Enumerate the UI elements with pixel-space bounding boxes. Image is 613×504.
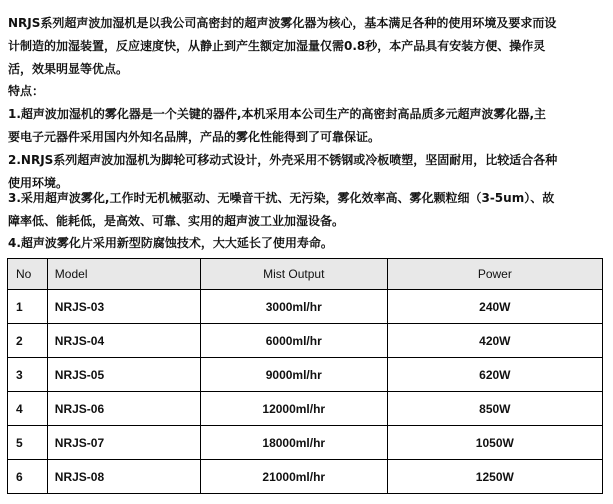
table-row [8,460,603,494]
table-row [8,426,603,460]
feature-1: 1.超声波加湿机的雾化器是一个关键的器件,本机采用本公司生产的高密封高品质多元超声波雾化器,主 要电子元器件采用国内外知名品牌，产品的雾化性能得到了可靠保证。 [8,107,547,144]
cell-model: NRJS-05 [47,358,200,392]
cell-model: NRJS-04 [47,324,200,358]
cell-no: 5 [8,426,48,460]
cell-power: 620W [387,358,602,392]
spec-table [7,258,603,494]
cell-no: 2 [8,324,48,358]
feature-3: 3.采用超声波雾化,工作时无机械驱动、无噪音干扰、无污染，雾化效率高、雾化颗粒细（3-5um）、故 障率低、能耗低，是高效、可靠、实用的超声波工业加湿设备。 [8,191,555,228]
table-row [8,290,603,324]
table-row [8,324,603,358]
intro-line-1: NRJS系列超声波加湿机是以我公司高密封的超声波雾化器为核心，基本满足各种的使用环境及要求而设 [8,16,557,30]
cell-mist-output: 12000ml/hr [200,392,387,426]
table-row [8,358,603,392]
cell-power: 420W [387,324,602,358]
intro-line-3: 活，效果明显等优点。 [8,62,129,76]
header-mist-output: Mist Output [200,259,387,290]
cell-model: NRJS-08 [47,460,200,494]
cell-mist-output: 6000ml/hr [200,324,387,358]
feature-4: 4.超声波雾化片采用新型防腐蚀技术，大大延长了使用寿命。 [8,236,333,250]
cell-power: 850W [387,392,602,426]
intro-paragraph [8,12,608,81]
table-header-row [8,259,603,290]
table-row [8,392,603,426]
header-model: Model [47,259,200,290]
cell-no: 1 [8,290,48,324]
cell-no: 6 [8,460,48,494]
cell-model: NRJS-03 [47,290,200,324]
cell-power: 1050W [387,426,602,460]
header-no: No [8,259,48,290]
cell-model: NRJS-06 [47,392,200,426]
cell-mist-output: 3000ml/hr [200,290,387,324]
cell-no: 4 [8,392,48,426]
cell-power: 240W [387,290,602,324]
cell-model: NRJS-07 [47,426,200,460]
cell-mist-output: 9000ml/hr [200,358,387,392]
features-heading: 特点： [8,84,45,98]
cell-mist-output: 21000ml/hr [200,460,387,494]
header-power: Power [387,259,602,290]
cell-no: 3 [8,358,48,392]
feature-2: 2.NRJS系列超声波加湿机为脚轮可移动式设计，外壳采用不锈钢或冷板喷塑，坚固耐用，比较适合各种 使用环境。 [8,153,558,190]
cell-power: 1250W [387,460,602,494]
cell-mist-output: 18000ml/hr [200,426,387,460]
intro-line-2: 计制造的加湿装置，反应速度快，从静止到产生额定加湿量仅需0.8秒，本产品具有安装方便、操作灵 [8,39,546,53]
